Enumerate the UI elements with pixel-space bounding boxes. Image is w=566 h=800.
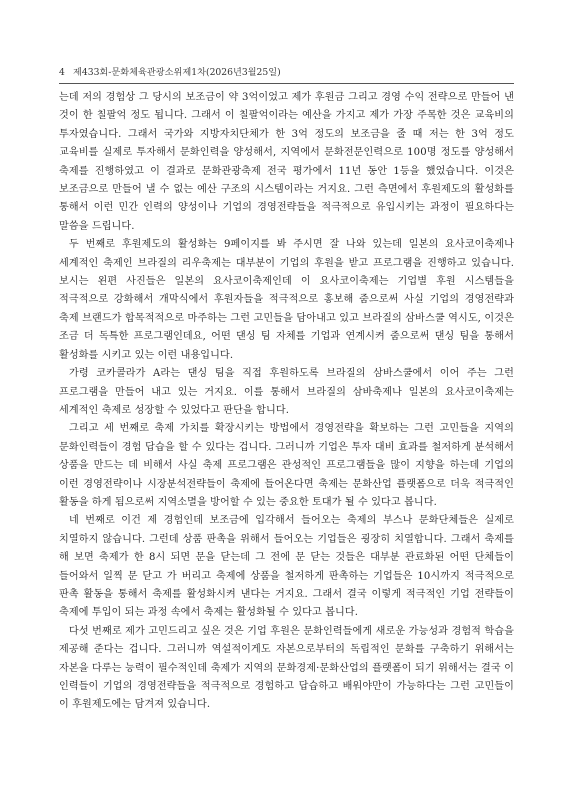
page-header [59,66,514,82]
paragraph-second-point: 두 번째로 후원제도의 활성화는 9페이지를 봐 주시면 잘 나와 있는데 일본의 요사코이축제나 세계적인 축제인 브라질의 리우축제는 대부분이 기업의 후원을 받고 프로그램을 진행하고 있습니다. 보시는 왼편 사진들은 일본의 요사코이축제인데 이 요사코이축제는 기업별 후원 시스템들을 적극적으로 강화해서 개막식에서 후원자들을 적극적으로 홍보해 줌으로써 사실 기업의 경영전략과 축제 브랜드가 합목적적으로 마주하는 그런 고민들을 담아내고 있고 브라질의 삼바스쿨 역시도, 이것은 조금 더 독특한 프로그램인데요, 어떤 댄싱 팀 자체를 기업과 연계시켜 줌으로써 댄싱 팀을 통해서 활성화를 시키고 있는 이런 내용입니다. [59,239,514,361]
paragraph-example: 가령 코카콜라가 A라는 댄싱 팀을 직접 후원하도록 브라질의 삼바스쿨에서 이어 주는 그런 프로그램을 만들어 내고 있는 거지요. 이를 통해서 브라질의 삼바축제나 일본의 요사코이축제는 세계적인 축제로 성장할 수 있었다고 판단을 합니다. [59,368,514,416]
transcript-body [59,89,514,715]
paragraph-fifth-point: 다섯 번째로 제가 고민드리고 싶은 것은 기업 후원은 문화인력들에게 새로운 가능성과 경험적 학습을 제공해 준다는 겁니다. 그러니까 역설적이게도 자본으로부터의 독립적인 문화를 구축하기 위해서는 자본을 다루는 능력이 필수적인데 축제가 지역의 문화경제·문화산업의 플랫폼이 되기 위해서는 결국 이 인력들이 기업의 경영전략들을 적극적으로 경험하고 답습하고 배워야만이 가능하다는 그런 고민들이 이 후원제도에는 담겨져 있습니다. [59,625,514,711]
page-number: 4 [59,67,65,78]
header-divider [59,83,514,84]
paragraph-continuation: 는데 저의 경험상 그 당시의 보조금이 약 3억이었고 제가 후원금 그리고 경영 수익 전략으로 만들어 낸 것이 한 칠팔억 정도 됩니다. 그래서 이 칠팔억이라는 예산을 가지고 제가 가장 주목한 것은 교육비의 투자였습니다. 그래서 국가와 지방자치단체가 한 3억 정도의 보조금을 줄 때 저는 한 3억 정도 교육비를 실제로 투자해서 문화인력을 양성해서, 지역에서 문화전문인력으로 100명 정도를 양성해서 축제를 진행하였고 이 결과로 문화관광축제 전국 평가에서 11년 동안 1등을 했었습니다. 이것은 보조금으로 만들어 낼 수 없는 예산 구조의 시스템이라는 거지요. 그런 측면에서 후원제도의 활성화를 통해서 이런 민간 인력의 양성이나 기업의 경영전략들을 적극적으로 유입시키는 과정이 필요하다는 말씀을 드립니다. [59,92,514,232]
session-info: 제433회-문화체육관광소위제1차(2026년3월25일) [73,67,281,78]
paragraph-third-point: 그리고 세 번째로 축제 가치를 확장시키는 방법에서 경영전략을 확보하는 그런 고민들을 지역의 문화인력들이 경험 답습을 할 수 있다는 겁니다. 그러니까 기업은 투자 대비 효과를 철저하게 분석해서 상품을 만드는 데 비해서 사실 축제 프로그램은 관성적인 프로그램들을 많이 지향을 하는데 기업의 이런 경영전략이나 시장분석전략들이 축제에 들어온다면 축제는 문화산업 플랫폼으로 더욱 적극적인 활동을 하게 됨으로써 지역소멸을 방어할 수 있는 중요한 토대가 될 수 있다고 봅니다. [59,423,514,508]
paragraph-fourth-point: 네 번째로 이건 제 경험인데 보조금에 입각해서 들어오는 축제의 부스나 문화단체들은 실제로 치열하지 않습니다. 그런데 상품 판촉을 위해서 들어오는 기업들은 굉장히 치열합니다. 그래서 축제를 해 보면 축제가 한 8시 되면 문을 닫는데 그 전에 문 닫는 것들은 대부분 관료화된 어떤 단체들이 들어와서 일찍 문 닫고 가 버리고 축제에 상품을 철저하게 판촉하는 기업들은 10시까지 적극적으로 판촉 활동을 통해서 축제를 활성화시켜 낸다는 거지요. 그래서 결국 이렇게 적극적인 기업 전략들이 축제에 투입이 되는 과정 속에서 축제는 활성화될 수 있다고 봅니다. [59,515,514,619]
